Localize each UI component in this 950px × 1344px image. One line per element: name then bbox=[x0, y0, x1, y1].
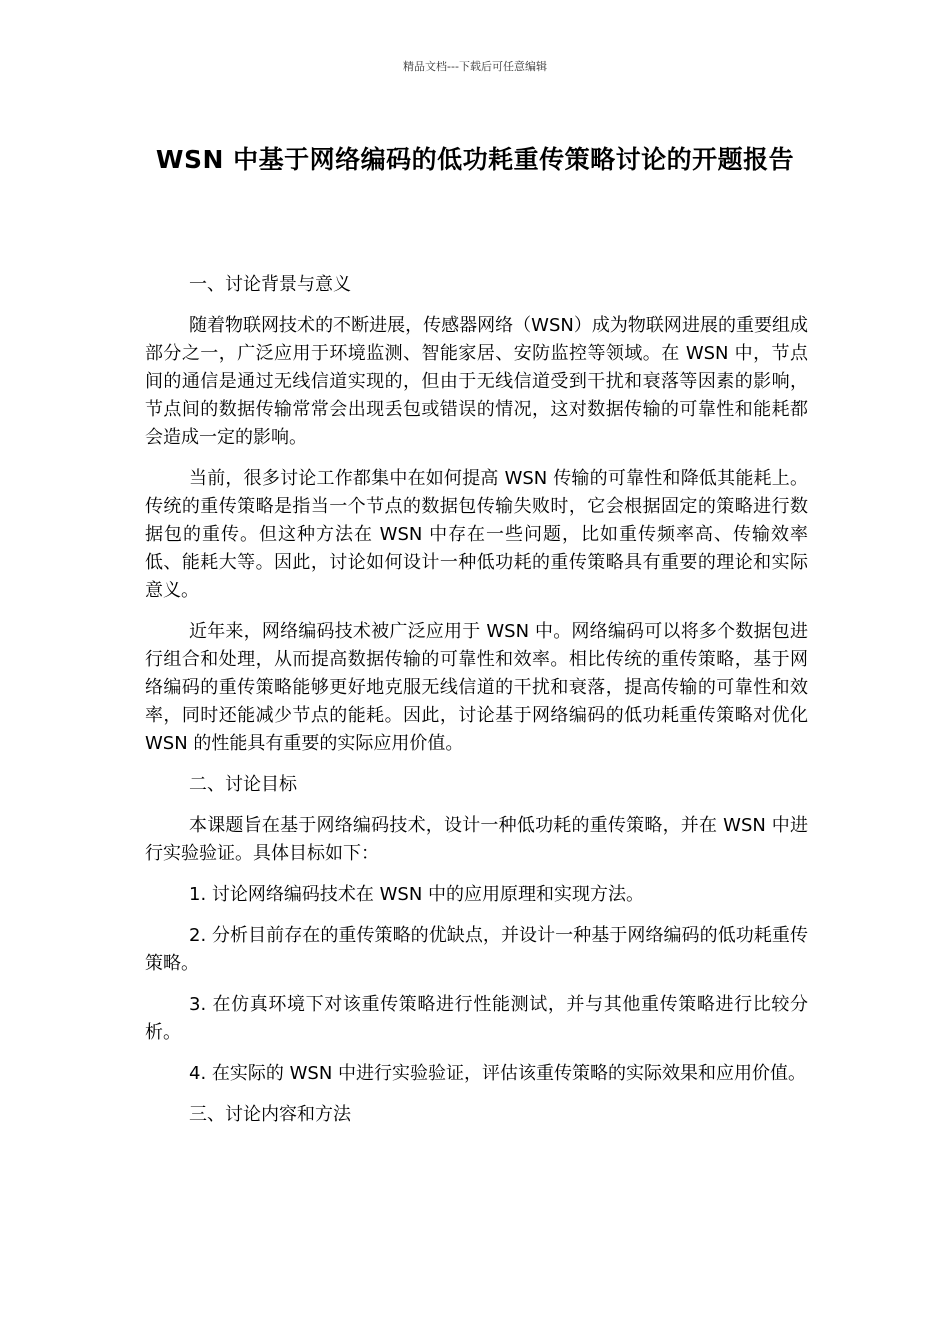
paragraph-goals-intro: 本课题旨在基于网络编码技术，设计一种低功耗的重传策略，并在 WSN 中进行实验验证。具体目标如下： bbox=[145, 815, 808, 864]
section-heading-background: 一、讨论背景与意义 bbox=[189, 274, 351, 295]
section-heading-methods: 三、讨论内容和方法 bbox=[189, 1104, 351, 1125]
document-body bbox=[145, 271, 808, 1142]
goal-item-3: 3. 在仿真环境下对该重传策略进行性能测试，并与其他重传策略进行比较分析。 bbox=[145, 994, 808, 1043]
page-header-note: 精品文档---下载后可任意编辑 bbox=[403, 60, 547, 73]
paragraph-background-3: 近年来，网络编码技术被广泛应用于 WSN 中。网络编码可以将多个数据包进行组合和处理，从而提高数据传输的可靠性和效率。相比传统的重传策略，基于网络编码的重传策略能够更好地克服无线信道的干扰和衰落，提高传输的可靠性和效率，同时还能减少节点的能耗。因此，讨论基于网络编码的低功耗重传策略对优化 WSN 的性能具有重要的实际应用价值。 bbox=[145, 621, 808, 754]
document-title: WSN 中基于网络编码的低功耗重传策略讨论的开题报告 bbox=[155, 145, 795, 174]
goal-item-4: 4. 在实际的 WSN 中进行实验验证，评估该重传策略的实际效果和应用价值。 bbox=[189, 1063, 807, 1084]
goal-item-1: 1. 讨论网络编码技术在 WSN 中的应用原理和实现方法。 bbox=[189, 884, 645, 905]
section-heading-goals: 二、讨论目标 bbox=[189, 774, 297, 795]
paragraph-background-1: 随着物联网技术的不断进展，传感器网络（WSN）成为物联网进展的重要组成部分之一，广泛应用于环境监测、智能家居、安防监控等领域。在 WSN 中，节点间的通信是通过无线信道实现的，但由于无线信道受到干扰和衰落等因素的影响，节点间的数据传输常常会出现丢包或错误的情况，这对数据传输的可靠性和能耗都会造成一定的影响。 bbox=[145, 315, 808, 448]
paragraph-background-2: 当前，很多讨论工作都集中在如何提高 WSN 传输的可靠性和降低其能耗上。传统的重传策略是指当一个节点的数据包传输失败时，它会根据固定的策略进行数据包的重传。但这种方法在 WSN 中存在一些问题，比如重传频率高、传输效率低、能耗大等。因此，讨论如何设计一种低功耗的重传策略具有重要的理论和实际意义。 bbox=[145, 468, 808, 601]
goal-item-2: 2. 分析目前存在的重传策略的优缺点，并设计一种基于网络编码的低功耗重传策略。 bbox=[145, 925, 808, 974]
